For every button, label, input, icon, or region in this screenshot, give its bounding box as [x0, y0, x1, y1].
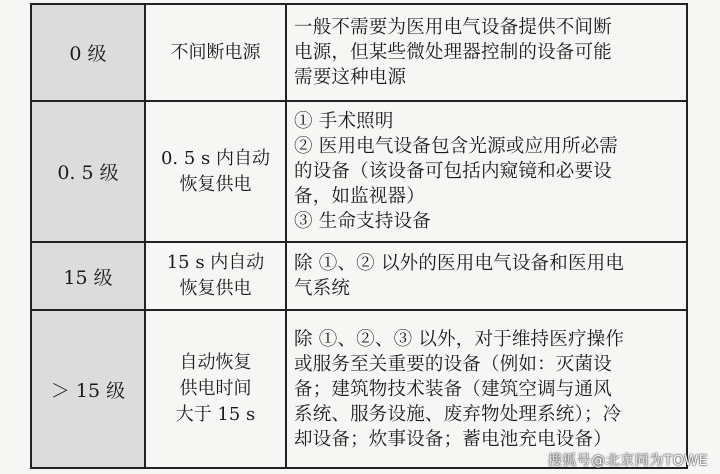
classification-table [30, 3, 688, 469]
switch-time-line: 恢复供电 [179, 278, 252, 300]
grade-cell: 0 级 [31, 4, 145, 101]
application-line: 气系统 [294, 278, 351, 300]
application-line: 除 ①、②、③ 以外，对于维持医疗操作 [294, 328, 625, 350]
table-row [31, 310, 687, 468]
application-line: ③ 生命支持设备 [294, 211, 431, 233]
grade-cell: ＞ 15 级 [31, 310, 145, 468]
switch-time-cell [145, 310, 286, 468]
switch-time-line: 0. 5 s 内自动 [160, 147, 271, 169]
switch-time-cell [145, 4, 286, 101]
grade-cell: 15 级 [31, 242, 145, 310]
application-cell [286, 4, 687, 101]
application-line: 需要这种电源 [294, 67, 407, 89]
application-line: 一般不需要为医用电气设备提供不间断 [294, 17, 612, 39]
switch-time-line: 供电时间 [179, 378, 252, 400]
application-line: ② 医用电气设备包含光源或应用所必需 [294, 136, 618, 158]
table-row [31, 101, 687, 242]
switch-time-cell [145, 101, 286, 242]
application-cell [286, 101, 687, 242]
table-row [31, 242, 687, 310]
switch-time-line: 自动恢复 [179, 352, 252, 374]
application-line: 或服务至关重要的设备（例如：灭菌设 [294, 353, 612, 375]
application-cell [286, 242, 687, 310]
application-line: ① 手术照明 [294, 111, 394, 133]
application-line: 备，如监视器） [294, 186, 425, 208]
application-line: 电源，但某些微处理器控制的设备可能 [294, 42, 612, 64]
application-line: 却设备；炊事设备；蓄电池充电设备） [294, 428, 612, 450]
table-row [31, 4, 687, 101]
grade-cell: 0. 5 级 [31, 101, 145, 242]
switch-time-cell [145, 242, 286, 310]
application-line: 除 ①、② 以外的医用电气设备和医用电 [294, 253, 625, 275]
power-supply-classification-table [30, 3, 688, 469]
application-line: 的设备（该设备可包括内窥镜和必要设 [294, 161, 612, 183]
source-watermark: 搜狐号@北京同为TOWE [547, 453, 708, 469]
switch-time-line: 不间断电源 [170, 41, 261, 63]
switch-time-line: 大于 15 s [175, 404, 256, 426]
switch-time-line: 恢复供电 [179, 173, 252, 195]
application-cell [286, 310, 687, 468]
application-line: 备；建筑物技术装备（建筑空调与通风 [294, 378, 612, 400]
switch-time-line: 15 s 内自动 [166, 252, 265, 274]
application-line: 系统、服务设施、废弃物处理系统）；冷 [294, 403, 622, 425]
